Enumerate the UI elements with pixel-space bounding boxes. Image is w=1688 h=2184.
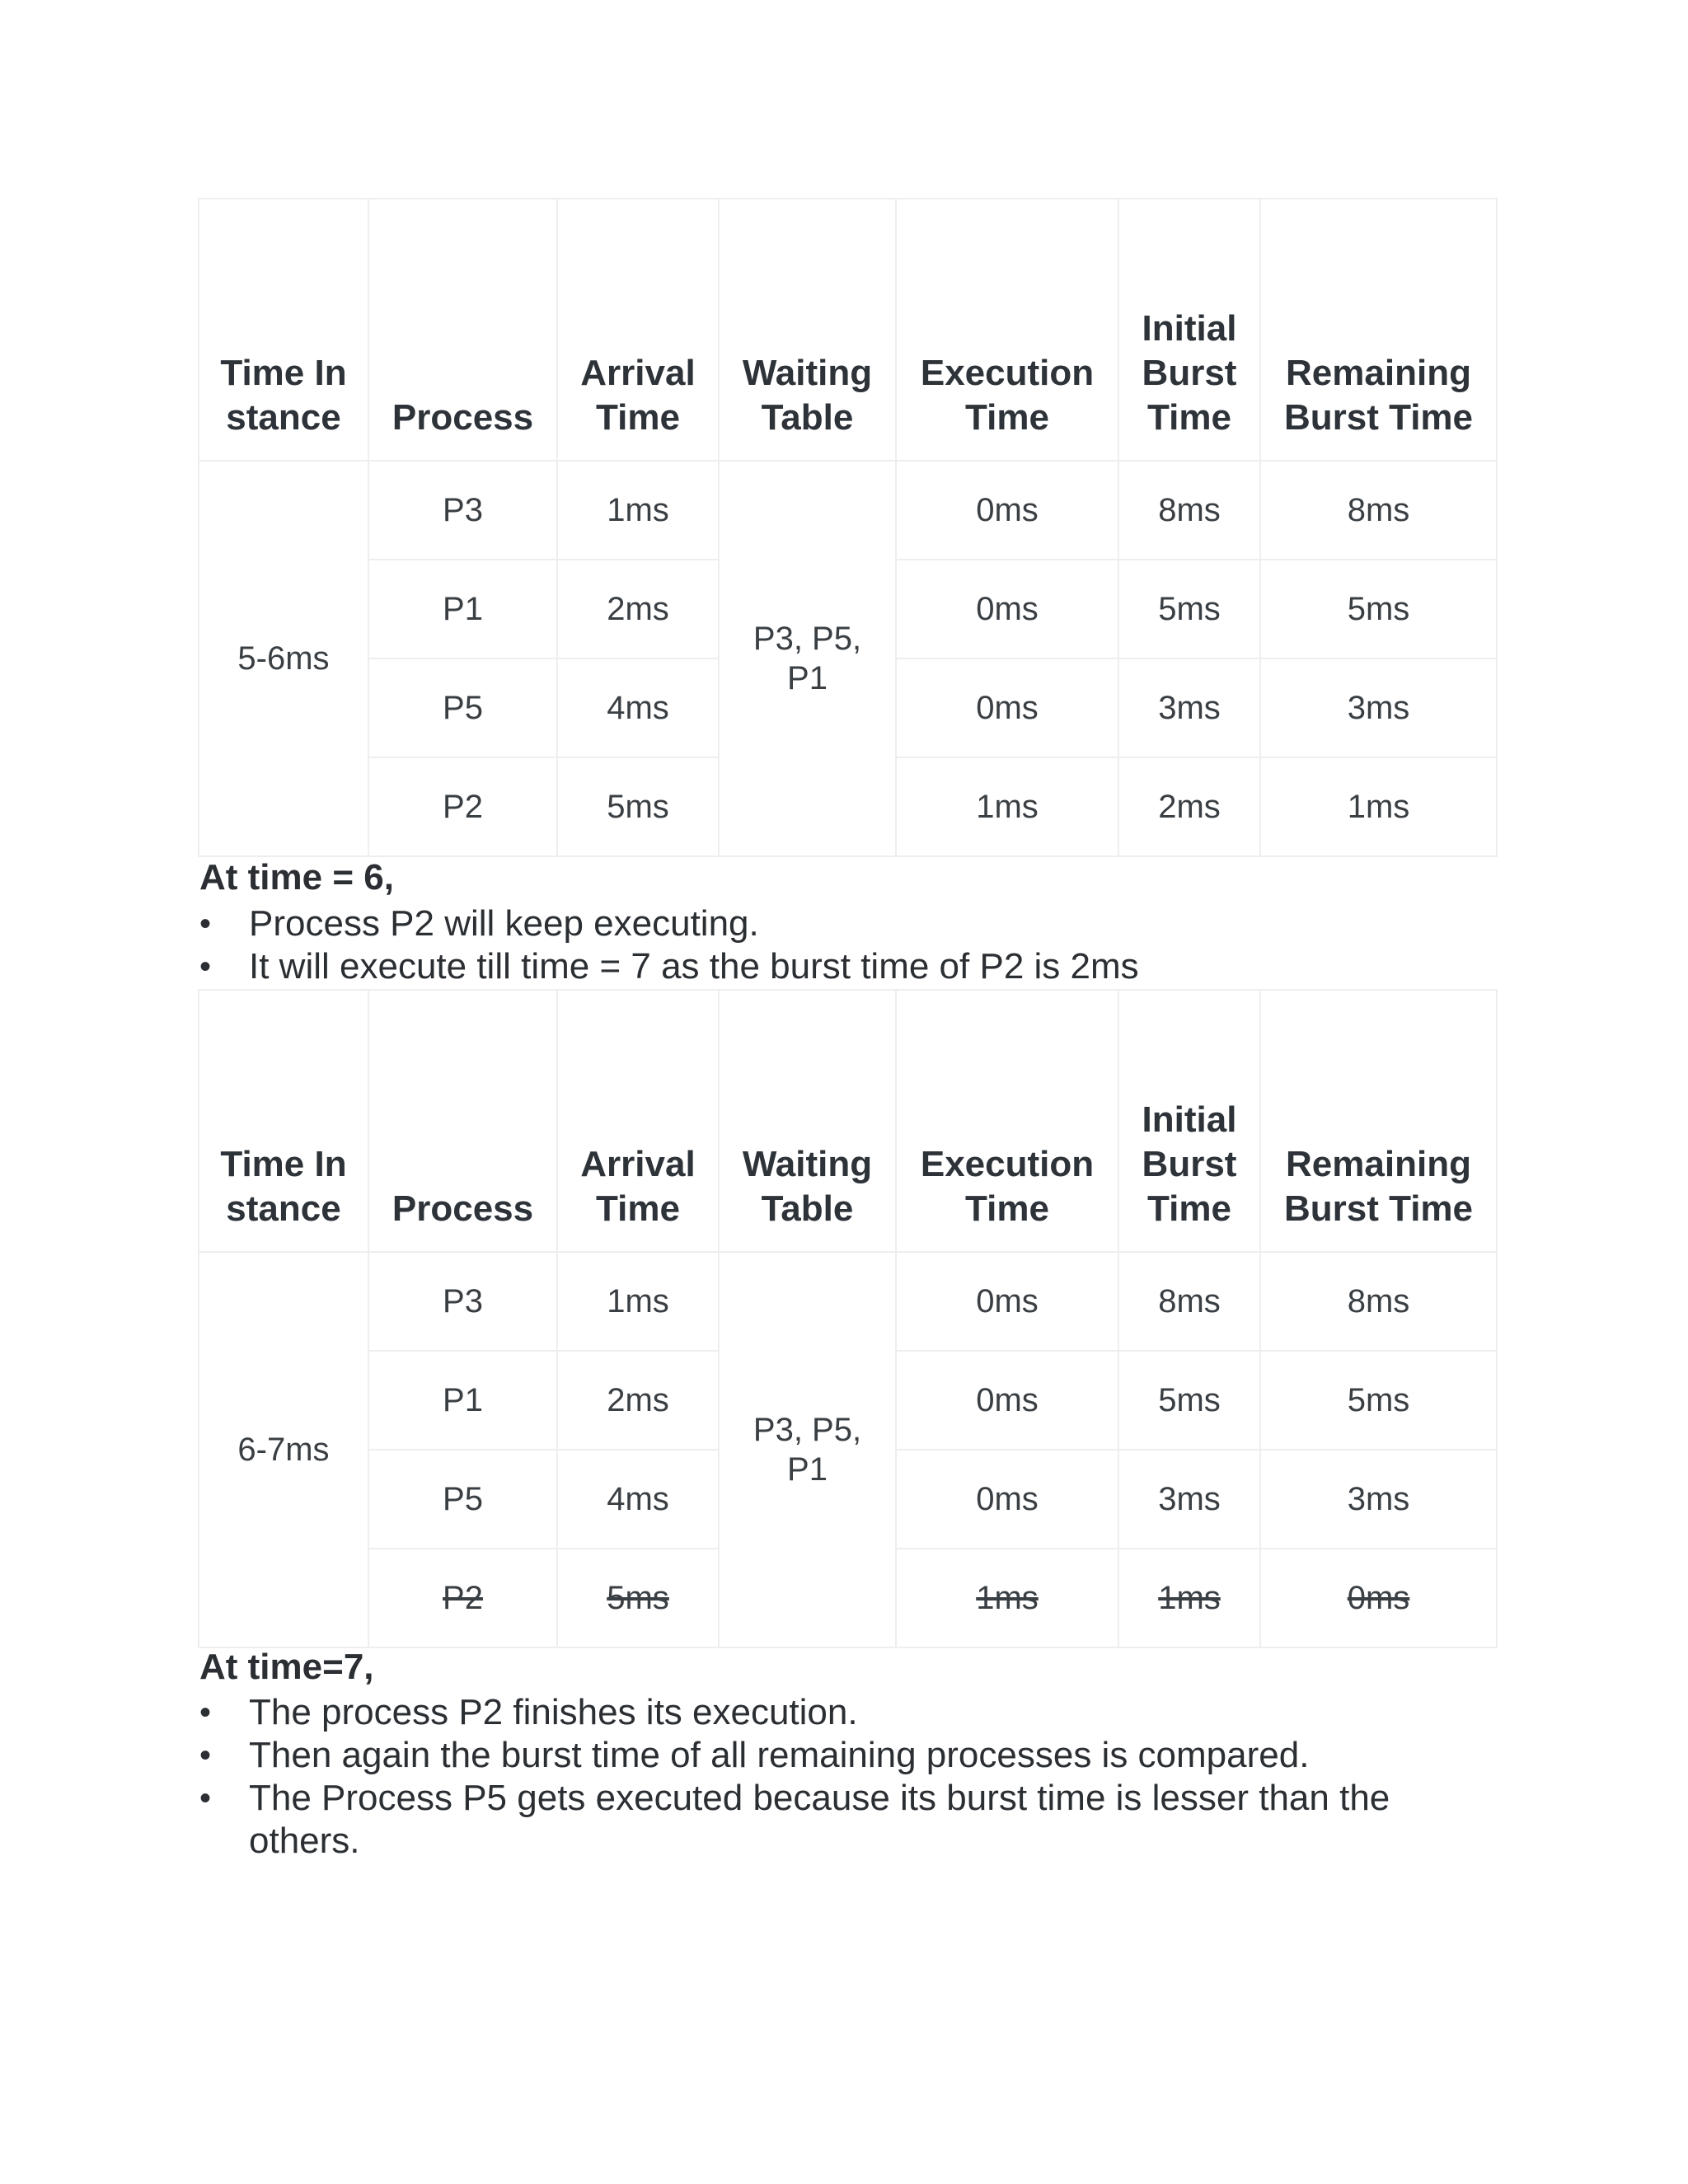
arrival-cell: 4ms bbox=[557, 1450, 719, 1549]
process-cell: P1 bbox=[368, 560, 557, 658]
initial-burst-cell: 3ms bbox=[1118, 1450, 1260, 1549]
execution-cell: 0ms bbox=[896, 1252, 1118, 1351]
header-time-instance: Time Instance bbox=[199, 199, 368, 461]
execution-cell: 0ms bbox=[896, 560, 1118, 658]
remaining-burst-cell: 3ms bbox=[1260, 1450, 1497, 1549]
header-initial-burst-time: Initial Burst Time bbox=[1118, 199, 1260, 461]
header-process: Process bbox=[368, 990, 557, 1252]
header-execution-time: Execution Time bbox=[896, 990, 1118, 1252]
arrival-cell: 1ms bbox=[557, 1252, 719, 1351]
list-item: • Process P2 will keep executing. bbox=[199, 902, 1502, 945]
list-item: • It will execute till time = 7 as the burst time of P2 is 2ms bbox=[199, 945, 1502, 988]
process-cell: P2 bbox=[368, 757, 557, 856]
header-remaining-burst-time: Remaining Burst Time bbox=[1260, 990, 1497, 1252]
header-waiting-table: Waiting Table bbox=[719, 199, 896, 461]
initial-burst-cell: 1ms bbox=[1118, 1549, 1260, 1647]
time-instance-cell: 6-7ms bbox=[199, 1252, 368, 1647]
header-time-instance: Time Instance bbox=[199, 990, 368, 1252]
arrival-cell: 5ms bbox=[557, 1549, 719, 1647]
initial-burst-cell: 3ms bbox=[1118, 658, 1260, 757]
execution-cell: 0ms bbox=[896, 1351, 1118, 1450]
bullet-list-time-6 bbox=[199, 902, 1502, 988]
header-remaining-burst-time: Remaining Burst Time bbox=[1260, 199, 1497, 461]
process-cell: P3 bbox=[368, 1252, 557, 1351]
table-header-row bbox=[199, 990, 1497, 1252]
header-process: Process bbox=[368, 199, 557, 461]
execution-cell: 0ms bbox=[896, 461, 1118, 560]
table-header-row bbox=[199, 199, 1497, 461]
list-item: • The process P2 finishes its execution. bbox=[199, 1691, 1502, 1734]
table-row bbox=[199, 461, 1497, 560]
time-instance-cell: 5-6ms bbox=[199, 461, 368, 856]
remaining-burst-cell: 5ms bbox=[1260, 1351, 1497, 1450]
header-waiting-table: Waiting Table bbox=[719, 990, 896, 1252]
list-item: • The Process P5 gets executed because its burst time is lesser than the others. bbox=[199, 1777, 1502, 1863]
process-table-6-7ms bbox=[198, 989, 1498, 1648]
section-heading-time-7: At time=7, bbox=[199, 1647, 374, 1687]
remaining-burst-cell: 1ms bbox=[1260, 757, 1497, 856]
list-item: • Then again the burst time of all remaining processes is compared. bbox=[199, 1734, 1502, 1777]
execution-cell: 1ms bbox=[896, 757, 1118, 856]
remaining-burst-cell: 3ms bbox=[1260, 658, 1497, 757]
initial-burst-cell: 8ms bbox=[1118, 461, 1260, 560]
initial-burst-cell: 5ms bbox=[1118, 1351, 1260, 1450]
waiting-table-cell: P3, P5, P1 bbox=[719, 461, 896, 856]
bullet-list-time-7 bbox=[199, 1691, 1502, 1863]
initial-burst-cell: 8ms bbox=[1118, 1252, 1260, 1351]
arrival-cell: 2ms bbox=[557, 560, 719, 658]
execution-cell: 0ms bbox=[896, 1450, 1118, 1549]
header-arrival-time: Arrival Time bbox=[557, 199, 719, 461]
execution-cell: 1ms bbox=[896, 1549, 1118, 1647]
arrival-cell: 4ms bbox=[557, 658, 719, 757]
remaining-burst-cell: 5ms bbox=[1260, 560, 1497, 658]
process-cell: P3 bbox=[368, 461, 557, 560]
header-initial-burst-time: Initial Burst Time bbox=[1118, 990, 1260, 1252]
remaining-burst-cell: 8ms bbox=[1260, 1252, 1497, 1351]
arrival-cell: 2ms bbox=[557, 1351, 719, 1450]
table-row bbox=[199, 1252, 1497, 1351]
process-table-5-6ms bbox=[198, 198, 1498, 857]
header-arrival-time: Arrival Time bbox=[557, 990, 719, 1252]
process-cell: P2 bbox=[368, 1549, 557, 1647]
initial-burst-cell: 2ms bbox=[1118, 757, 1260, 856]
execution-cell: 0ms bbox=[896, 658, 1118, 757]
process-cell: P5 bbox=[368, 658, 557, 757]
remaining-burst-cell: 8ms bbox=[1260, 461, 1497, 560]
remaining-burst-cell: 0ms bbox=[1260, 1549, 1497, 1647]
header-execution-time: Execution Time bbox=[896, 199, 1118, 461]
process-cell: P1 bbox=[368, 1351, 557, 1450]
section-heading-time-6: At time = 6, bbox=[199, 857, 394, 898]
arrival-cell: 1ms bbox=[557, 461, 719, 560]
arrival-cell: 5ms bbox=[557, 757, 719, 856]
process-cell: P5 bbox=[368, 1450, 557, 1549]
initial-burst-cell: 5ms bbox=[1118, 560, 1260, 658]
waiting-table-cell: P3, P5, P1 bbox=[719, 1252, 896, 1647]
